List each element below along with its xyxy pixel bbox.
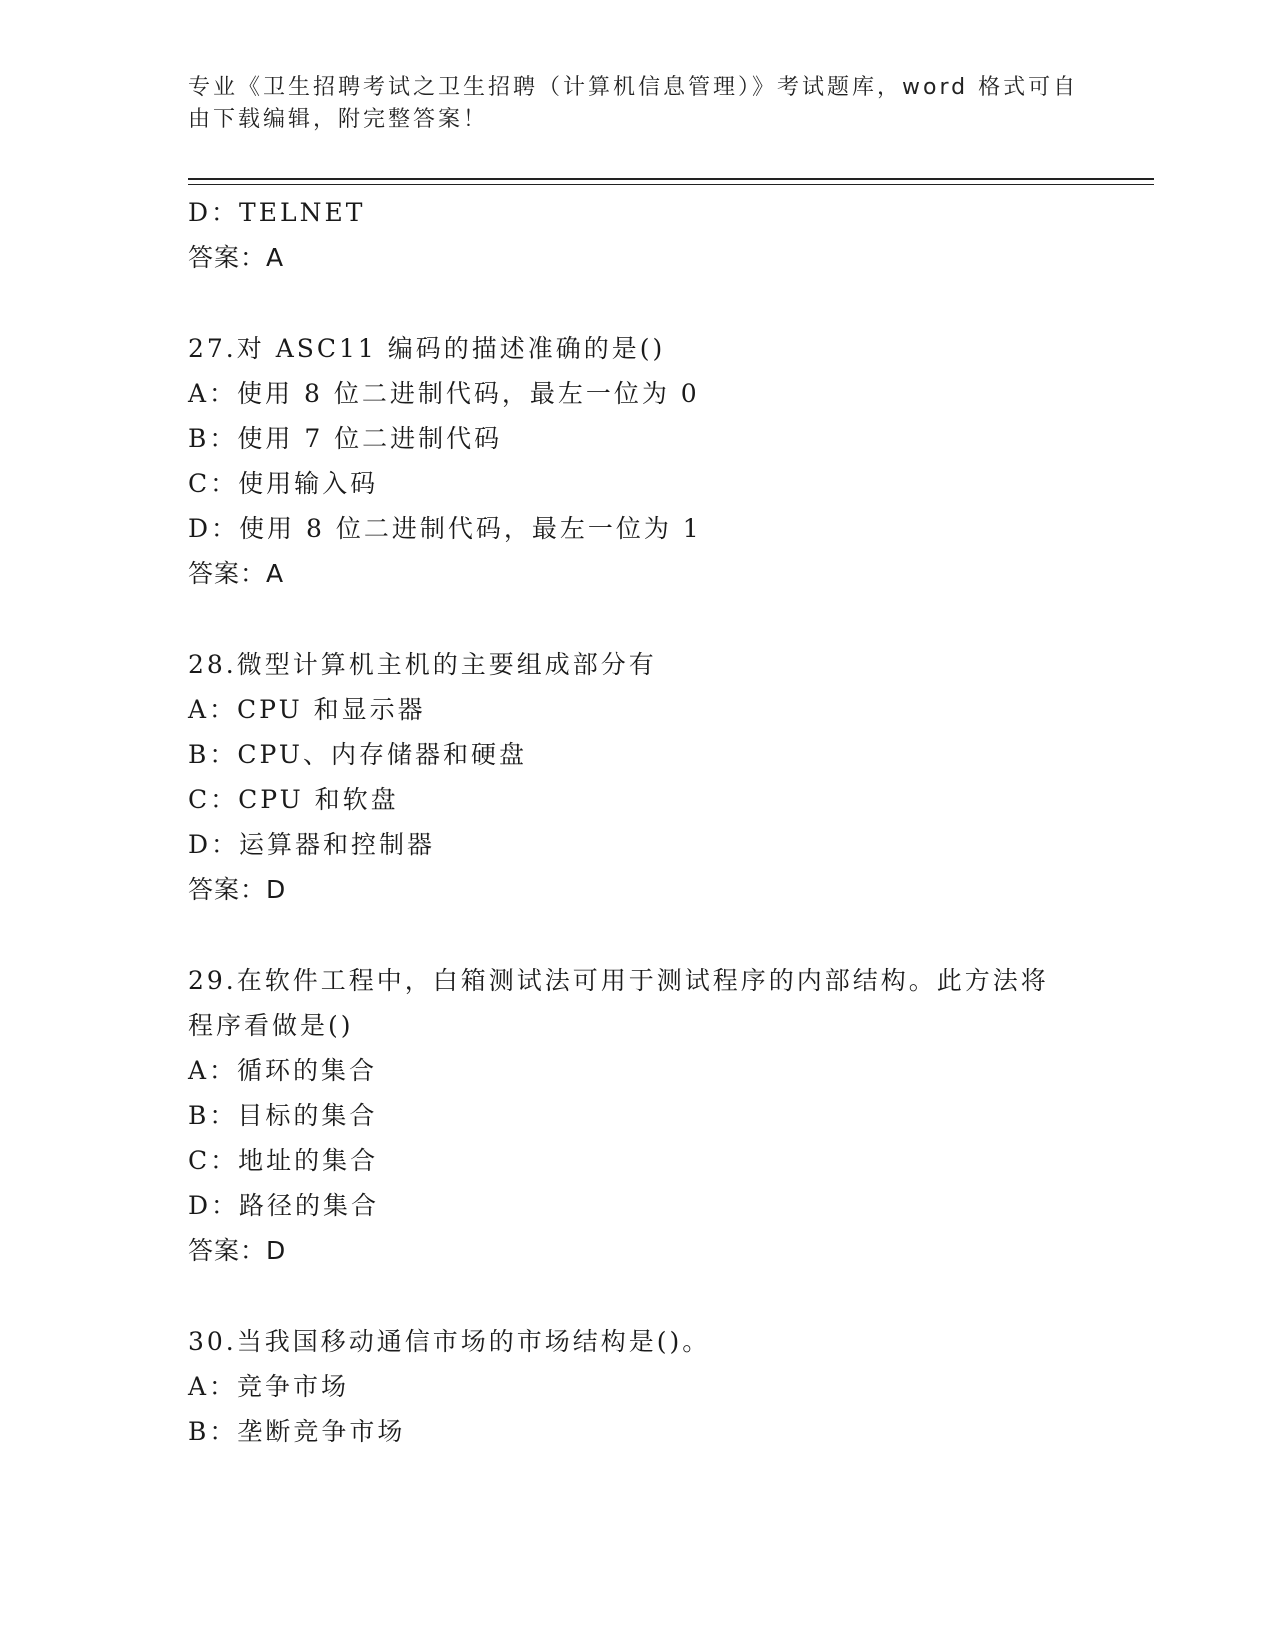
answer: 答案：A (188, 243, 285, 272)
header-divider-thin (188, 184, 1154, 185)
question-27 (188, 326, 1088, 596)
option-c: C：使用输入码 (188, 469, 379, 498)
answer: 答案：A (188, 559, 285, 588)
question-28 (188, 642, 1088, 912)
option-c: C：CPU 和软盘 (188, 785, 399, 814)
header-divider-thick (188, 178, 1154, 180)
question-title-line-1: 29.在软件工程中，白箱测试法可用于测试程序的内部结构。此方法将 (188, 966, 1049, 995)
question-30 (188, 1319, 1088, 1454)
question-29 (188, 958, 1088, 1273)
option-a: A：循环的集合 (188, 1056, 378, 1085)
option-a: A：使用 8 位二进制代码，最左一位为 0 (188, 379, 700, 408)
option-d: D：使用 8 位二进制代码，最左一位为 1 (188, 514, 702, 543)
answer: 答案：D (188, 875, 287, 904)
question-title: 27.对 ASC11 编码的描述准确的是() (188, 334, 666, 363)
option-d: D：路径的集合 (188, 1191, 380, 1220)
document-header (188, 72, 1088, 136)
option-b: B：目标的集合 (188, 1101, 378, 1130)
question-title: 30.当我国移动通信市场的市场结构是()。 (188, 1327, 711, 1356)
option-b: B：垄断竞争市场 (188, 1417, 406, 1446)
question-title-line-2: 程序看做是() (188, 1011, 354, 1040)
option-d: D：TELNET (188, 198, 366, 227)
header-line-2: 由下载编辑，附完整答案！ (188, 107, 489, 132)
previous-question-tail (188, 190, 1088, 280)
option-b: B：使用 7 位二进制代码 (188, 424, 503, 453)
header-line-1: 专业《卫生招聘考试之卫生招聘（计算机信息管理）》考试题库，word 格式可自 (188, 75, 1079, 100)
option-a: A：CPU 和显示器 (188, 695, 426, 724)
question-list (188, 190, 1088, 1454)
option-c: C：地址的集合 (188, 1146, 379, 1175)
question-title: 28.微型计算机主机的主要组成部分有 (188, 650, 657, 679)
option-b: B：CPU、内存储器和硬盘 (188, 740, 527, 769)
option-a: A：竞争市场 (188, 1372, 350, 1401)
answer: 答案：D (188, 1236, 287, 1265)
option-d: D：运算器和控制器 (188, 830, 436, 859)
